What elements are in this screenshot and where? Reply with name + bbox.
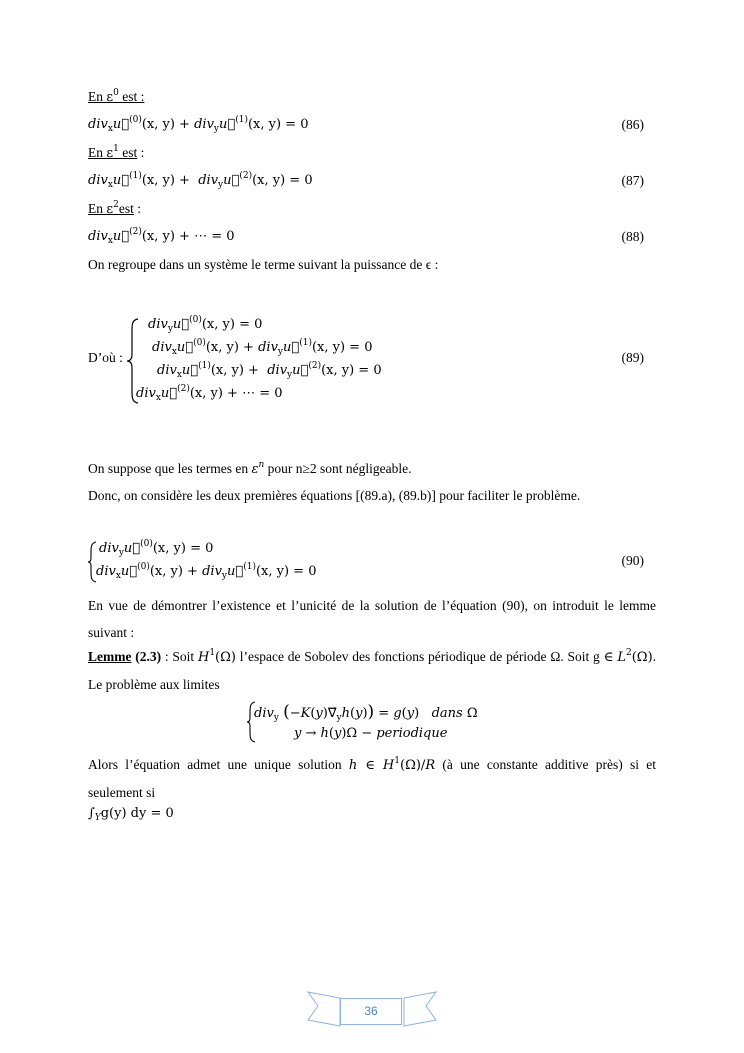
limits-line-2: y → h(y)Ω − periodique bbox=[294, 726, 448, 741]
equation-86: div$_x$u⃗$^{(0)}$(x, y) + div$_y$u⃗$^{(1)}$(x, y) = 0 bbox=[88, 115, 309, 134]
lemme-paragraph: Lemme (2.3) : Soit $H^1(\Omega)$ l’espace de Sobolev des fonctions périodique de période Ω. Soit g ∈ $L^2(\Omega)$. Le problème aux limites bbox=[88, 648, 657, 692]
suppose-part-a: On suppose que les termes en bbox=[88, 461, 252, 476]
dou-label: D’où : bbox=[88, 350, 123, 365]
equation-number-86: (86) bbox=[621, 117, 644, 132]
heading-eps1: En $\varepsilon^1$ est : bbox=[88, 144, 145, 161]
suppose-part-c: pour n≥2 sont négligeable. bbox=[264, 461, 412, 476]
equation-number-90: (90) bbox=[621, 553, 644, 568]
equation-number-87: (87) bbox=[621, 173, 644, 188]
equation-88: div$_x$u⃗$^{(2)}$(x, y) + ⋯ = 0 bbox=[88, 227, 235, 246]
system-89-line-d: div$_x$u⃗$^{(2)}$(x, y) + ⋯ = 0 bbox=[136, 384, 283, 403]
system-90-line-b: div$_x$u⃗$^{(0)}$(x, y) + div$_y$u⃗$^{(1)}$(x, y) = 0 bbox=[96, 562, 317, 581]
lemme-title: Lemme bbox=[88, 649, 132, 664]
system-89-line-b: div$_x$u⃗$^{(0)}$(x, y) + div$_y$u⃗$^{(1)}$(x, y) = 0 bbox=[152, 338, 373, 357]
donc-sentence: Donc, on considère les deux premières équations [(89.a), (89.b)] pour faciliter le problème. bbox=[88, 488, 581, 503]
regroup-sentence: On regroupe dans un système le terme suivant la puissance de ϵ : bbox=[88, 257, 439, 272]
heading-eps2: En $\varepsilon^2est$ : bbox=[88, 200, 141, 217]
system-89-line-a: div$_y$u⃗$^{(0)}$(x, y) = 0 bbox=[148, 315, 263, 334]
system-89-line-c: div$_x$u⃗$^{(1)}$(x, y) + div$_y$u⃗$^{(2)}$(x, y) = 0 bbox=[157, 361, 382, 380]
equation-87: div$_x$u⃗$^{(1)}$(x, y) + div$_y$u⃗$^{(2)}$(x, y) = 0 bbox=[88, 171, 313, 190]
heading-eps0: En $\varepsilon^0$ est : bbox=[88, 88, 145, 105]
page-number: 36 bbox=[340, 998, 402, 1025]
envue-paragraph: En vue de démontrer l’existence et l’unicité de la solution de l’équation (90), on introduit le lemme suivant : bbox=[88, 598, 656, 640]
equation-number-89: (89) bbox=[621, 350, 644, 365]
limits-line-1: div$_y$ $(-K(y)\nabla⃗_yh(y)) = g(y)$ dans Ω bbox=[254, 702, 478, 723]
alors-paragraph: Alors l’équation admet une unique solution h ∈ $H^1(\Omega)/R$ (à une constante additive près) si et seulement si bbox=[88, 756, 656, 800]
integral-condition: $\int_Yg(y)$ dy = 0 bbox=[88, 806, 174, 823]
equation-number-88: (88) bbox=[621, 229, 644, 244]
suppose-sentence: On suppose que les termes en $\varepsilon^n$ pour n≥2 sont négligeable. bbox=[88, 460, 412, 477]
system-90-line-a: div$_y$u⃗$^{(0)}$(x, y) = 0 bbox=[99, 539, 214, 558]
lemme-number: (2.3) bbox=[131, 649, 162, 664]
